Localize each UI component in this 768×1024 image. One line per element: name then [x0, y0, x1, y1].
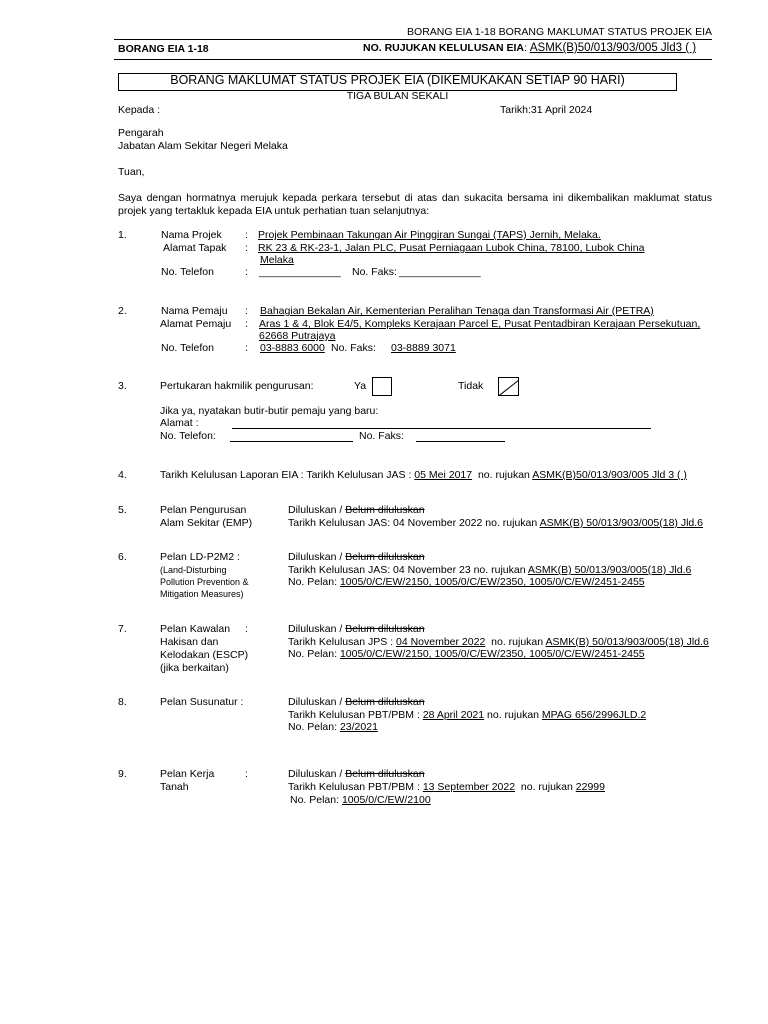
ya-label: Ya — [354, 380, 367, 392]
ldp2m2-plan-numbers: 1005/0/C/EW/2150, 1005/0/C/EW/2350, 1005/0/C/EW/2451-2455 — [339, 576, 645, 588]
fax-label: No. Faks: — [352, 266, 397, 278]
reference-value: ASMK(B)50/013/903/005 Jld3 ( ) — [529, 42, 697, 54]
layout-plan-status — [288, 696, 425, 708]
new-fax-blank[interactable] — [416, 441, 505, 442]
emp-status — [288, 504, 425, 516]
eia-approval-label: Tarikh Kelulusan Laporan EIA : Tarikh Kelulusan JAS : — [160, 469, 412, 481]
emp-label-line2: Alam Sekitar (EMP) — [160, 517, 253, 529]
check-mark-icon — [499, 378, 519, 395]
item-number: 5. — [118, 504, 127, 516]
project-name-value: Projek Pembinaan Takungan Air Pinggiran Sungai (TAPS) Jernih, Melaka. — [258, 229, 601, 241]
escp-label-line3: Kelodakan (ESCP) — [160, 649, 249, 661]
escp-plan-numbers: 1005/0/C/EW/2150, 1005/0/C/EW/2350, 1005/0/C/EW/2451-2455 — [339, 648, 645, 660]
item-number: 7. — [118, 623, 127, 635]
escp-reference: ASMK(B) 50/013/903/005(18) Jld.6 — [545, 636, 709, 648]
layout-plan-number: 23/2021 — [339, 721, 378, 733]
ya-checkbox[interactable] — [372, 377, 392, 396]
colon: : — [245, 318, 248, 330]
emp-approval-text: Tarikh Kelulusan JAS: 04 November 2022 no. rujukan — [288, 517, 538, 529]
eia-approval-row — [160, 469, 687, 481]
form-title: BORANG MAKLUMAT STATUS PROJEK EIA (DIKEMUKAKAN SETIAP 90 HARI) — [170, 73, 625, 87]
status-approved: Diluluskan / — [288, 696, 343, 708]
site-address-line2: Melaka — [260, 254, 294, 266]
status-not-approved: Belum diluluskan — [345, 696, 425, 708]
colon: : — [245, 623, 248, 635]
item-number: 2. — [118, 305, 127, 317]
new-address-blank[interactable] — [232, 428, 651, 429]
ldp2m2-label-line3: Pollution Prevention & — [160, 577, 249, 587]
intro-paragraph: Saya dengan hormatnya merujuk kepada perkara tersebut di atas dan sukacita bersama ini dikembalikan maklumat status projek yang tertakluk kepada EIA untuk perhatian tuan selanjutnya: — [118, 192, 712, 217]
ownership-change-label: Pertukaran hakmilik pengurusan: — [160, 380, 314, 392]
project-name-label: Nama Projek — [161, 229, 222, 241]
phone-label: No. Telefon — [161, 342, 214, 354]
ldp2m2-reference: ASMK(B) 50/013/903/005(18) Jld.6 — [527, 564, 692, 576]
earthwork-plan-label-line2: Tanah — [160, 781, 189, 793]
status-approved: Diluluskan / — [288, 504, 343, 516]
developer-name-label: Nama Pemaju — [161, 305, 228, 317]
phone-value: 03-8883 6000 — [260, 342, 325, 354]
ldp2m2-label-line4: Mitigation Measures) — [160, 589, 244, 599]
eia-reference: ASMK(B)50/013/903/005 Jld 3 ( ) — [532, 469, 687, 481]
tarikh: Tarikh:31 April 2024 — [500, 104, 593, 116]
plan-number-label: No. Pelan: — [288, 648, 338, 660]
emp-label-line1: Pelan Pengurusan — [160, 504, 247, 516]
developer-address-label: Alamat Pemaju — [160, 318, 232, 330]
escp-approval-text: Tarikh Kelulusan JPS : — [288, 636, 394, 648]
status-approved: Diluluskan / — [288, 768, 343, 780]
fax-blank: ______________ — [399, 266, 481, 278]
escp-approval-line — [288, 636, 709, 648]
running-header: BORANG EIA 1-18 BORANG MAKLUMAT STATUS PROJEK EIA — [407, 26, 712, 38]
form-subtitle: TIGA BULAN SEKALI — [346, 90, 449, 102]
header-bottom-rule — [114, 59, 712, 60]
escp-label-line4: (jika berkaitan) — [160, 662, 229, 674]
earthwork-plan-number-line — [290, 794, 431, 806]
layout-plan-approval-line — [288, 709, 646, 721]
reference-label: no. rujukan — [491, 636, 544, 648]
escp-label-line1: Pelan Kawalan — [160, 623, 231, 635]
status-not-approved: Belum diluluskan — [345, 504, 425, 516]
status-approved: Diluluskan / — [288, 623, 343, 635]
ldp2m2-approval-line — [288, 564, 691, 576]
earthwork-plan-number: 1005/0/C/EW/2100 — [341, 794, 431, 806]
ldp2m2-status — [288, 551, 425, 563]
colon: : — [245, 242, 248, 254]
site-address-label: Alamat Tapak — [163, 242, 227, 254]
status-not-approved: Belum diluluskan — [345, 551, 425, 563]
fax-label: No. Faks: — [331, 342, 376, 354]
header-top-rule — [114, 39, 712, 40]
plan-number-label: No. Pelan: — [290, 794, 340, 806]
kepada-label: Kepada : — [118, 104, 161, 116]
status-approved: Diluluskan / — [288, 551, 343, 563]
escp-plan-line — [288, 648, 645, 660]
layout-plan-number-line — [288, 721, 378, 733]
developer-address-line2: 62668 Putrajaya — [259, 330, 336, 342]
layout-plan-date: 28 April 2021 — [422, 709, 485, 721]
colon: : — [245, 768, 248, 780]
earthwork-plan-label-line1: Pelan Kerja — [160, 768, 215, 780]
emp-approval-line — [288, 517, 703, 529]
earthwork-approval-text: Tarikh Kelulusan PBT/PBM : — [288, 781, 420, 793]
reference-number: NO. RUJUKAN KELULUSAN EIA: ASMK(B)50/013/903/005 Jld3 ( ) — [363, 42, 697, 54]
colon: : — [245, 229, 248, 241]
plan-number-label: No. Pelan: — [288, 721, 338, 733]
fax-value: 03-8889 3071 — [391, 342, 456, 354]
site-address-line1: RK 23 & RK-23-1, Jalan PLC, Pusat Perniagaan Lubok China, 78100, Lubok China — [258, 242, 645, 254]
item-number: 6. — [118, 551, 127, 563]
eia-approval-date: 05 Mei 2017 — [414, 469, 473, 481]
item-number: 4. — [118, 469, 127, 481]
earthwork-approval-line — [288, 781, 605, 793]
developer-name-value: Bahagian Bekalan Air, Kementerian Peralihan Tenaga dan Transformasi Air (PETRA) — [260, 305, 654, 317]
item-number: 3. — [118, 380, 127, 392]
earthwork-date: 13 September 2022 — [422, 781, 516, 793]
item-number: 8. — [118, 696, 127, 708]
ldp2m2-plan-line — [288, 576, 645, 588]
new-developer-instruction: Jika ya, nyatakan butir-butir pemaju yang baru: — [160, 405, 379, 417]
emp-reference: ASMK(B) 50/013/903/005(18) Jld.6 — [539, 517, 704, 529]
reference-label: no. rujukan — [520, 781, 573, 793]
layout-plan-approval-text: Tarikh Kelulusan PBT/PBM : — [288, 709, 420, 721]
escp-status — [288, 623, 425, 635]
earthwork-reference: 22999 — [575, 781, 605, 793]
ldp2m2-approval-text: Tarikh Kelulusan JAS: 04 November 23 no. rujukan — [288, 564, 526, 576]
status-not-approved: Belum diluluskan — [345, 623, 425, 635]
escp-approval-date: 04 November 2022 — [395, 636, 486, 648]
tidak-label: Tidak — [458, 380, 484, 392]
addressee-title: Pengarah — [118, 127, 164, 139]
developer-address-line1: Aras 1 & 4, Blok E4/5, Kompleks Kerajaan Parcel E, Pusat Pentadbiran Kerajaan Persekutuan, — [259, 318, 701, 330]
salutation: Tuan, — [118, 166, 145, 178]
colon: : — [245, 342, 248, 354]
new-phone-blank[interactable] — [230, 441, 353, 442]
phone-label: No. Telefon — [161, 266, 214, 278]
new-address-label: Alamat : — [160, 417, 199, 429]
earthwork-status — [288, 768, 425, 780]
addressee-department: Jabatan Alam Sekitar Negeri Melaka — [118, 140, 288, 152]
ldp2m2-label-line1: Pelan LD-P2M2 : — [160, 551, 240, 563]
phone-blank: ______________ — [259, 266, 341, 278]
ldp2m2-label-line2: (Land-Disturbing — [160, 565, 227, 575]
layout-plan-reference: MPAG 656/2996JLD.2 — [541, 709, 647, 721]
reference-label: no. rujukan — [477, 469, 530, 481]
escp-label-line2: Hakisan dan — [160, 636, 219, 648]
colon: : — [245, 305, 248, 317]
reference-label: NO. RUJUKAN KELULUSAN EIA — [363, 42, 525, 54]
plan-number-label: No. Pelan: — [288, 576, 338, 588]
item-number: 1. — [118, 229, 127, 241]
status-not-approved: Belum diluluskan — [345, 768, 425, 780]
item-number: 9. — [118, 768, 127, 780]
form-code: BORANG EIA 1-18 — [118, 43, 209, 55]
colon: : — [245, 266, 248, 278]
tidak-checkbox[interactable] — [498, 377, 519, 396]
reference-label: no. rujukan — [487, 709, 539, 721]
layout-plan-label: Pelan Susunatur : — [160, 696, 244, 708]
new-fax-label: No. Faks: — [359, 430, 404, 442]
new-phone-label: No. Telefon: — [160, 430, 216, 442]
